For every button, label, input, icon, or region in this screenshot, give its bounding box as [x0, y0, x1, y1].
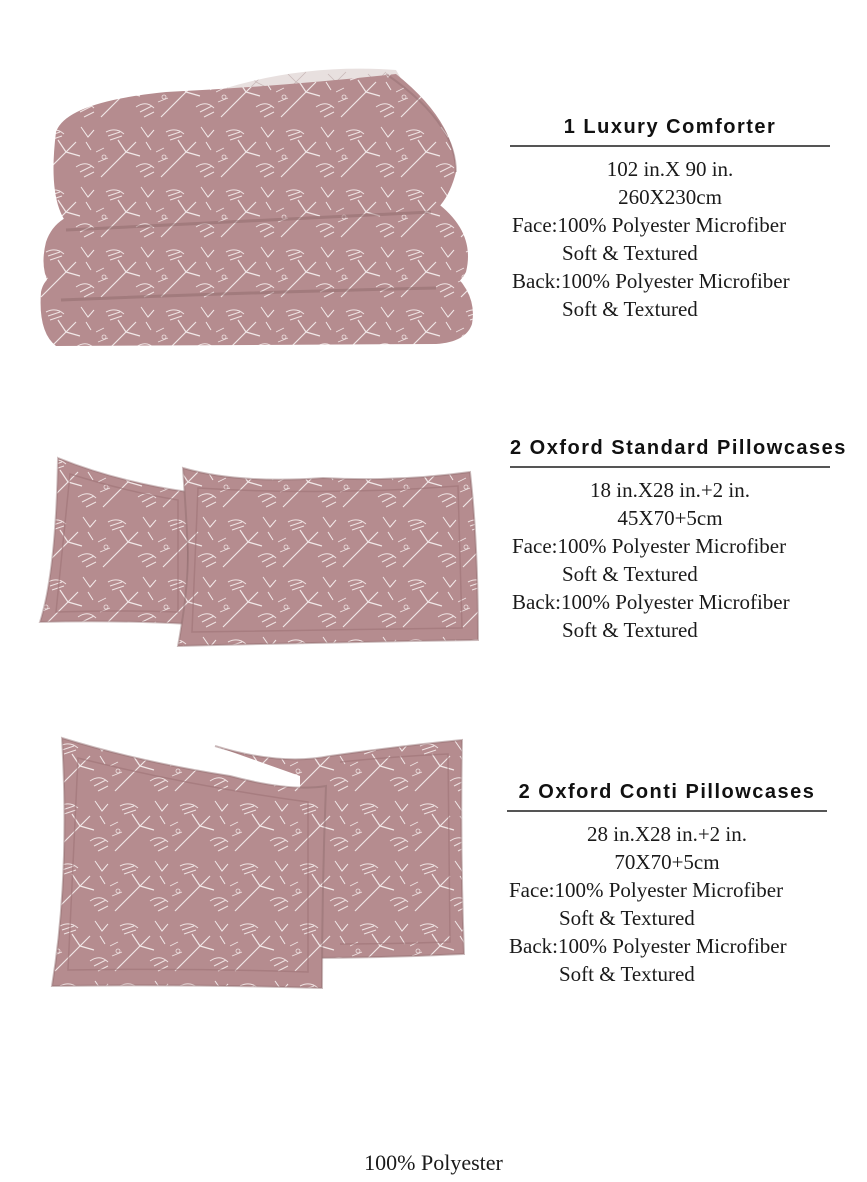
size-inches: 28 in.X28 in.+2 in.: [586, 822, 747, 846]
conti-pillowcases-image: [50, 736, 468, 992]
section-title: 2 Oxford Conti Pillowcases: [518, 781, 816, 803]
footer-material: 100% Polyester: [364, 1150, 503, 1175]
face-finish: Soft & Textured: [562, 562, 698, 586]
section-title: 1 Luxury Comforter: [563, 116, 777, 138]
back-material: Back:100% Polyester Microfiber: [512, 269, 790, 293]
face-material: Face:100% Polyester Microfiber: [512, 534, 787, 558]
standard-pillowcases-specs: [510, 437, 847, 644]
back-material: Back:100% Polyester Microfiber: [512, 590, 790, 614]
size-cm: 45X70+5cm: [617, 506, 723, 530]
back-finish: Soft & Textured: [562, 297, 698, 321]
title-underline: [510, 466, 830, 468]
title-underline: [510, 145, 830, 147]
face-material: Face:100% Polyester Microfiber: [512, 213, 787, 237]
face-material: Face:100% Polyester Microfiber: [509, 878, 784, 902]
face-finish: Soft & Textured: [562, 241, 698, 265]
conti-pillowcases-specs: [507, 781, 827, 988]
comforter-specs: [510, 116, 830, 323]
back-material: Back:100% Polyester Microfiber: [509, 934, 787, 958]
section-title: 2 Oxford Standard Pillowcases: [510, 437, 847, 459]
face-finish: Soft & Textured: [559, 906, 695, 930]
comforter-image: [36, 62, 478, 348]
back-finish: Soft & Textured: [562, 618, 698, 642]
title-underline: [507, 810, 827, 812]
size-cm: 70X70+5cm: [614, 850, 720, 874]
standard-pillowcases-image: [38, 452, 480, 648]
size-cm: 260X230cm: [618, 185, 722, 209]
size-inches: 102 in.X 90 in.: [606, 157, 734, 181]
back-finish: Soft & Textured: [559, 962, 695, 986]
size-inches: 18 in.X28 in.+2 in.: [589, 478, 750, 502]
